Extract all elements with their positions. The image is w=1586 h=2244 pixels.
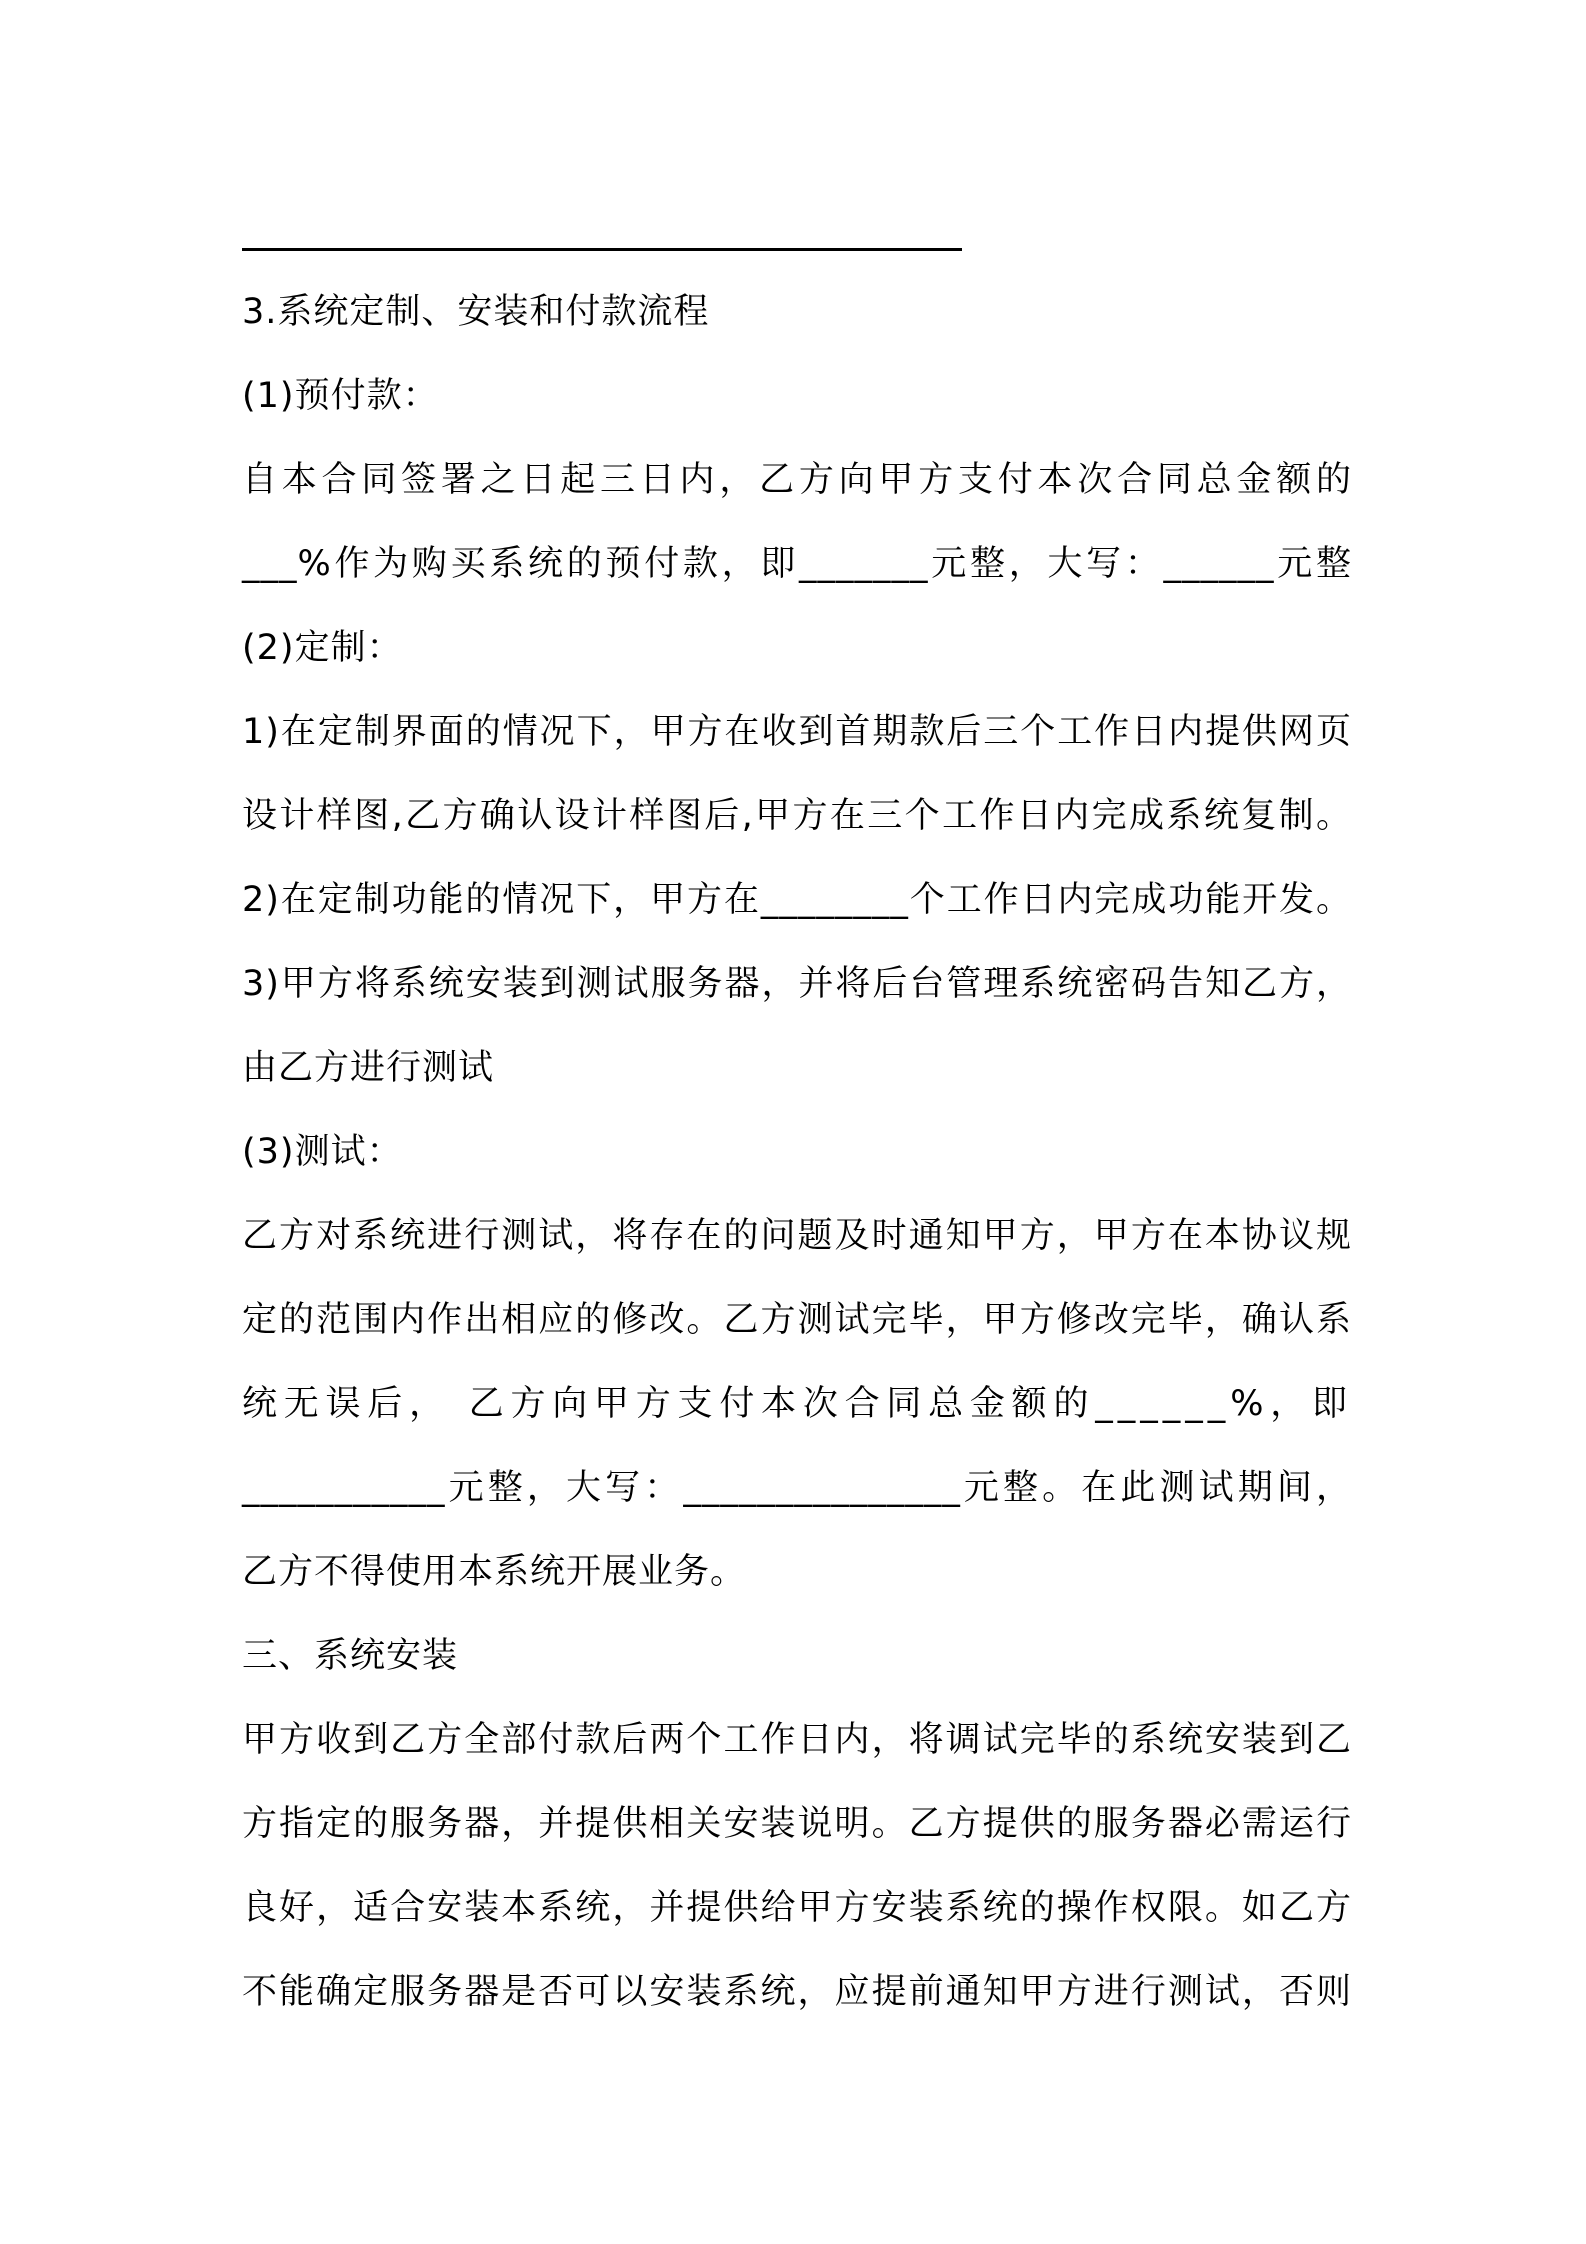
- paragraph-line: 方指定的服务器，并提供相关安装说明。乙方提供的服务器必需运行: [242, 1804, 1352, 1844]
- paragraph-line: 乙方对系统进行测试，将存在的问题及时通知甲方，甲方在本协议规: [242, 1216, 1352, 1256]
- paragraph-line: 1)在定制界面的情况下，甲方在收到首期款后三个工作日内提供网页: [242, 712, 1352, 752]
- subheading-customization: (2)定制：: [242, 628, 403, 668]
- paragraph-line: 甲方收到乙方全部付款后两个工作日内，将调试完毕的系统安装到乙: [242, 1720, 1352, 1760]
- paragraph-line: 3)甲方将系统安装到测试服务器，并将后台管理系统密码告知乙方，: [242, 964, 1352, 1004]
- subheading-testing: (3)测试：: [242, 1132, 403, 1172]
- paragraph-line: 良好，适合安装本系统，并提供给甲方安装系统的操作权限。如乙方: [242, 1888, 1352, 1928]
- paragraph-line: ___________元整，大写：_______________元整。在此测试期间，: [242, 1468, 1352, 1508]
- paragraph-line: 由乙方进行测试: [242, 1048, 495, 1088]
- paragraph-line: 乙方不得使用本系统开展业务。: [242, 1552, 747, 1592]
- section-heading-installation: 三、系统安装: [242, 1636, 459, 1676]
- paragraph-line: 统无误后， 乙方向甲方支付本次合同总金额的______%，即: [242, 1384, 1352, 1424]
- paragraph-line: 2)在定制功能的情况下，甲方在________个工作日内完成功能开发。: [242, 880, 1352, 920]
- paragraph-line: 设计样图,乙方确认设计样图后,甲方在三个工作日内完成系统复制。: [242, 796, 1352, 836]
- paragraph-line: 自本合同签署之日起三日内，乙方向甲方支付本次合同总金额的: [242, 460, 1352, 500]
- paragraph-line: 定的范围内作出相应的修改。乙方测试完毕，甲方修改完毕，确认系: [242, 1300, 1352, 1340]
- paragraph-line: 不能确定服务器是否可以安装系统，应提前通知甲方进行测试，否则: [242, 1972, 1352, 2012]
- paragraph-line: ___%作为购买系统的预付款，即_______元整，大写：______元整: [242, 544, 1352, 584]
- section-heading-process: 3.系统定制、安装和付款流程: [242, 292, 710, 332]
- subheading-prepayment: (1)预付款：: [242, 376, 439, 416]
- blank-fill-line: [242, 248, 962, 251]
